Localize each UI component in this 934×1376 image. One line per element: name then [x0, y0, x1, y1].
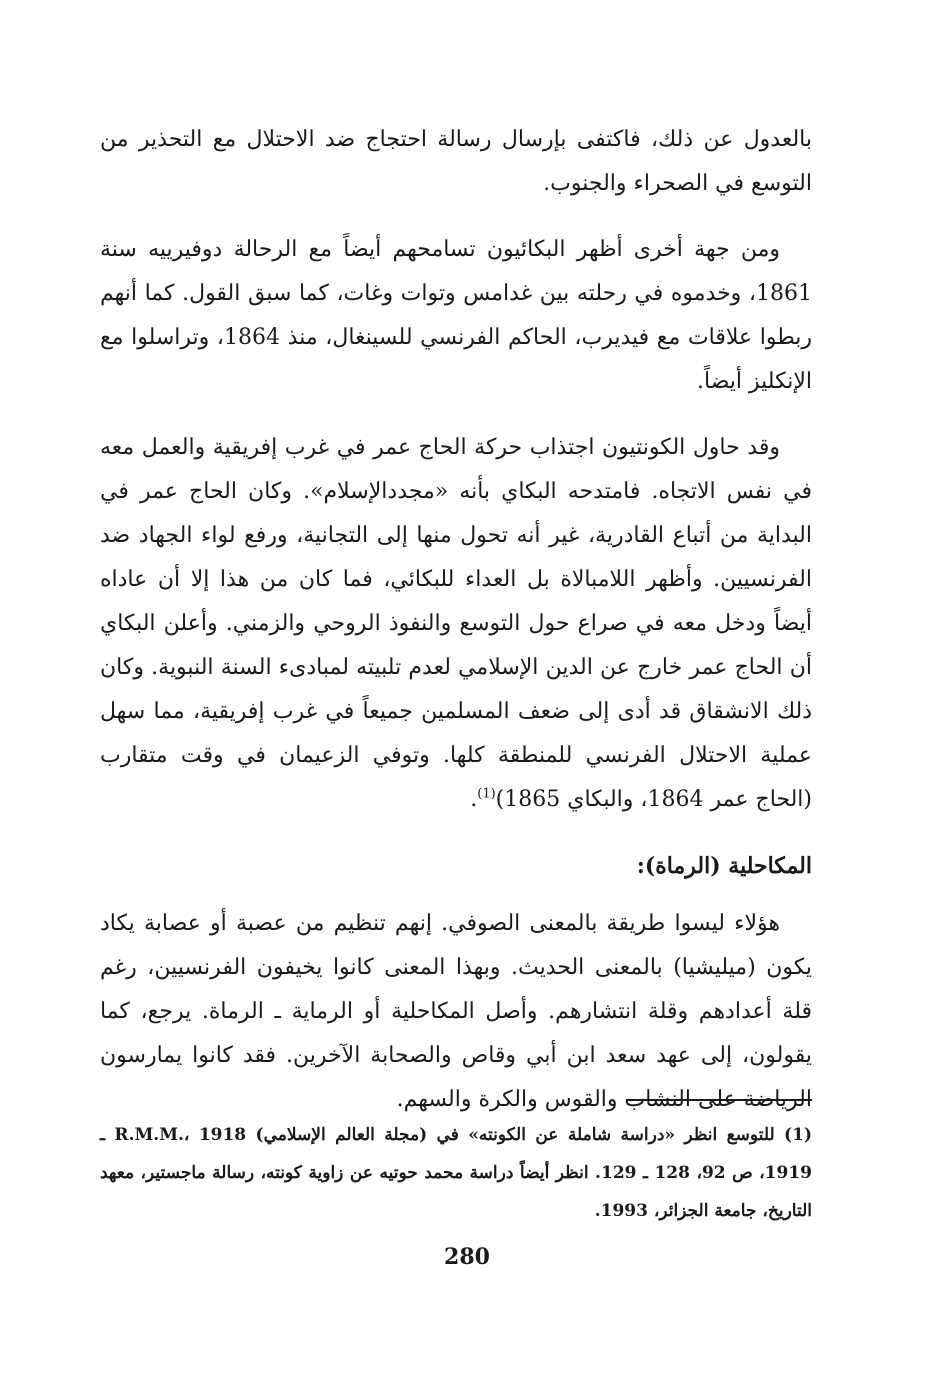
footnote-divider	[626, 1099, 812, 1101]
section-heading: المكاحلية (الرماة):	[636, 853, 812, 879]
footnote-reference: (1)	[477, 786, 496, 802]
paragraph-3-end: .	[470, 787, 478, 812]
page-number: 280	[444, 1244, 490, 1270]
paragraph-2: ومن جهة أخرى أظهر البكائيون تسامحهم أيضاً مع الرحالة دوفيرييه سنة 1861، وخدموه في رحلته بين غدامس وتوات وغات، كما سبق القول. كما أنهم ربطوا علاقات مع فيديرب، الحاكم الفرنسي للسينغال، منذ 1864، وتراسلوا مع الإنكليز أيضاً.	[100, 237, 812, 394]
page-body	[100, 118, 812, 1144]
paragraph-4: هؤلاء ليسوا طريقة بالمعنى الصوفي. إنهم تنظيم من عصبة أو عصابة يكاد يكون (ميليشيا) بالمعنى الحديث. وبهذا المعنى كانوا يخيفون الفرنسيين، رغم قلة أعدادهم وقلة انتشارهم. وأصل المكاحلية أو الرماية ـ الرماة. يرجع، كما يقولون، إلى عهد سعد ابن أبي وقاص والصحابة الآخرين. فقد كانوا يمارسون الرياضة على النشاب والقوس والكرة والسهم.	[100, 911, 812, 1112]
footnote-1: (1) للتوسع انظر «دراسة شاملة عن الكونته» في (مجلة العالم الإسلامي) R.M.M.، 1918 ـ 1919، ص 92، 128 ـ 129. انظر أيضاً دراسة محمد حوتيه عن زاوية كونته، رسالة ماجستير، معهد التاريخ، جامعة الجزائر، 1993.	[100, 1125, 812, 1221]
paragraph-3-text: وقد حاول الكونتيون اجتذاب حركة الحاج عمر في غرب إفريقية والعمل معه في نفس الاتجاه. فامتدحه البكاي بأنه «مجددالإسلام». وكان الحاج عمر في البداية من أتباع القادرية، غير أنه تحول منها إلى التجانية، ورفع لواء الجهاد ضد الفرنسيين. وأظهر اللامبالاة بل العداء للبكائي، فما كان من هذا إلا أن عاداه أيضاً ودخل معه في صراع حول التوسع والنفوذ الروحي والزمني. وأعلن البكاي أن الحاج عمر خارج عن الدين الإسلامي لعدم تلبيته لمبادىء السنة النبوية. وكان ذلك الانشقاق قد أدى إلى ضعف المسلمين جميعاً في غرب إفريقية، مما سهل عملية الاحتلال الفرنسي للمنطقة كلها. وتوفي الزعيمان في وقت متقارب (الحاج عمر 1864، والبكاي 1865)	[100, 435, 812, 812]
paragraph-3	[100, 426, 812, 822]
paragraph-1: بالعدول عن ذلك، فاكتفى بإرسال رسالة احتجاج ضد الاحتلال مع التحذير من التوسع في الصحراء والجنوب.	[100, 127, 812, 196]
